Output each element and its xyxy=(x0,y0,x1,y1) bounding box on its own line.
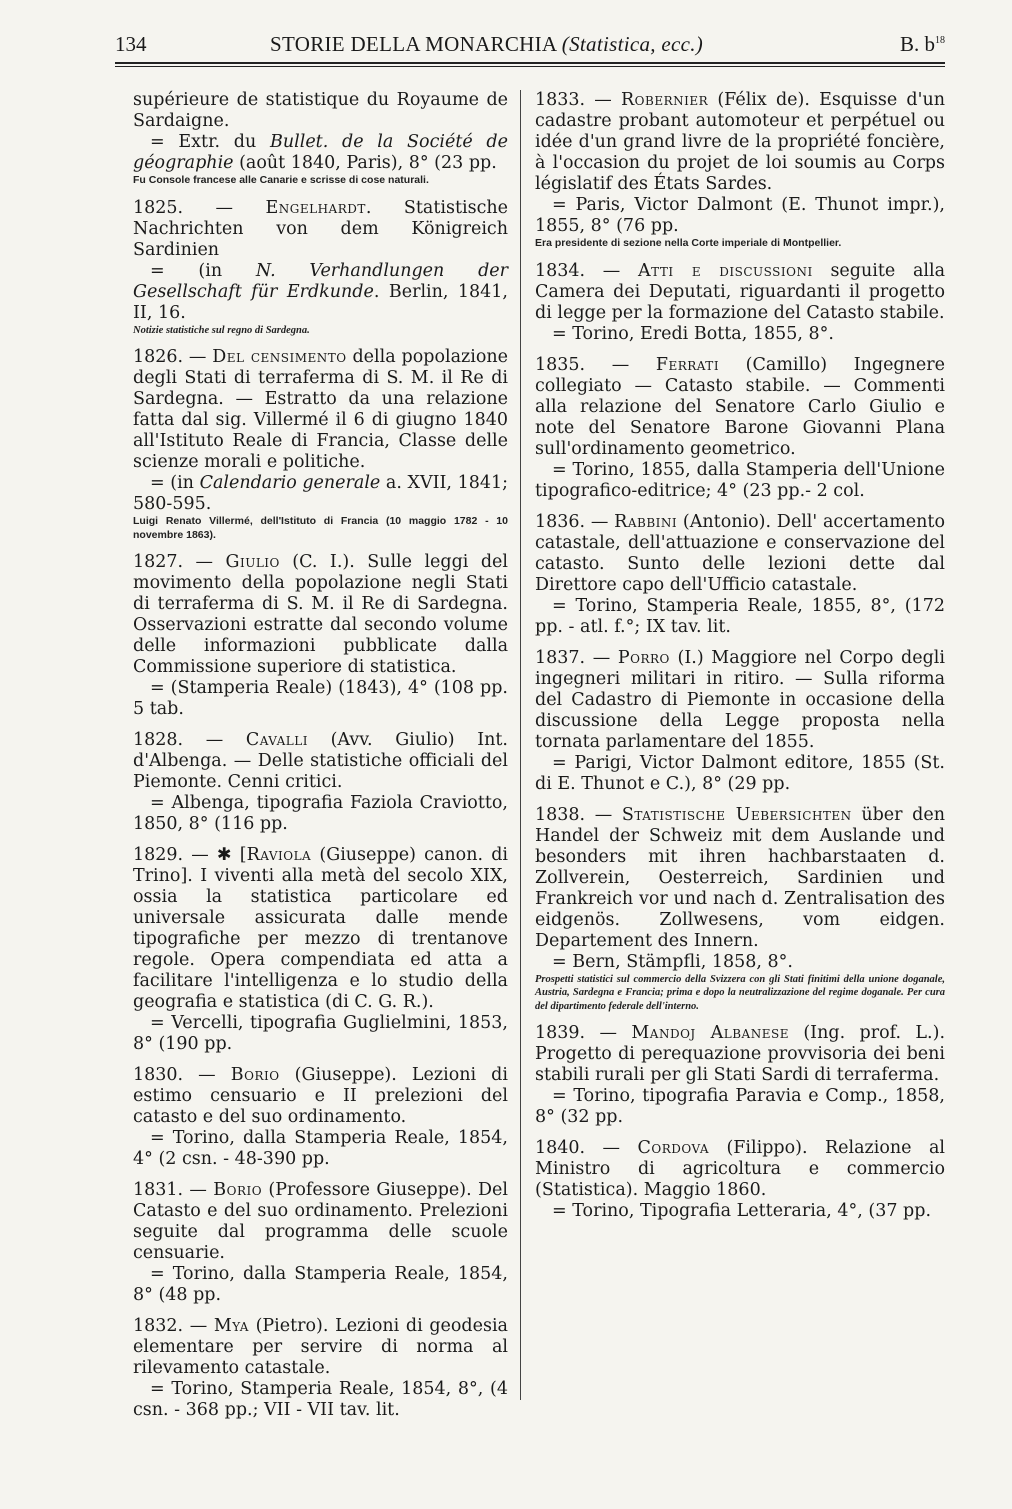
entry-1829 xyxy=(133,845,508,1055)
entry-text: 1838. — Statistische Uebersichten über den Handel der Schweiz mit dem Auslande und besonders mit ihren hachbarstaaten d. Zollverein, Oesterreich, Sardinien und Frankreich vor und nach d. Zentralisation des eidgenös. Zollwesens, vom eidgen. Departement des Innern. xyxy=(535,804,945,951)
entry-continued xyxy=(133,90,508,188)
entry-1840 xyxy=(535,1138,945,1222)
entry-1827 xyxy=(133,552,508,720)
entry-1833 xyxy=(535,90,945,251)
entry-text: supérieure de statistique du Royaume de Sardaigne. xyxy=(133,90,508,131)
entry-text: 1830. — Borio (Giuseppe). Lezioni di estimo censuario e II prelezioni del catasto e del suo ordinamento. xyxy=(133,1065,508,1127)
entry-note: Fu Console francese alle Canarie e scrisse di cose naturali. xyxy=(133,174,429,186)
entry-text: 1826. — Del censimento della popolazione degli Stati di terraferma di S. M. il Re di Sardegna. — Estratto da una relazione fatta dal sig. Villermé il 6 di giugno 1840 all'Istituto Reale di Francia, Classe delle scienze morali e politiche. xyxy=(133,347,508,472)
entry-note: Notizie statistiche sul regno di Sardegna. xyxy=(133,324,310,336)
entry-1836 xyxy=(535,512,945,638)
entry-publication: = (Stamperia Reale) (1843), 4° (108 pp. 5 tab. xyxy=(133,678,508,719)
entry-publication: = Bern, Stämpfli, 1858, 8°. xyxy=(552,951,793,972)
entry-publication: = Torino, Stamperia Reale, 1855, 8°, (172 pp. - atl. f.°; IX tav. lit. xyxy=(535,595,945,637)
entry-1835 xyxy=(535,355,945,502)
entry-note: Luigi Renato Villermé, dell'Istituto di Francia (10 maggio 1782 - 10 novembre 1863). xyxy=(133,515,508,541)
entry-1826 xyxy=(133,347,508,542)
entry-text: 1832. — Mya (Pietro). Lezioni di geodesia elementare per servire di norma al rilevamento catastale. xyxy=(133,1316,508,1378)
entry-note: Era presidente di sezione nella Corte imperiale di Montpellier. xyxy=(535,237,842,249)
right-column xyxy=(535,90,945,1232)
left-column xyxy=(133,90,508,1431)
entry-publication: = (in Calendario generale a. XVII, 1841; 580-595. xyxy=(133,473,509,514)
entry-1828 xyxy=(133,730,508,835)
header-rule xyxy=(115,62,945,64)
entry-1838 xyxy=(535,805,945,1014)
header-rule-thin xyxy=(115,66,945,67)
entry-publication: = Torino, 1855, dalla Stamperia dell'Unione tipografico-editrice; 4° (23 pp.- 2 col. xyxy=(535,459,945,501)
entry-text: 1837. — Porro (I.) Maggiore nel Corpo degli ingegneri militari in ritiro. — Sulla riforma del Cadastro di Piemonte in occasione della discussione della Legge proposta nella tornata parlamentare del 1855. xyxy=(535,647,945,752)
entry-publication: = Torino, dalla Stamperia Reale, 1854, 4° (2 csn. - 48-390 pp. xyxy=(133,1128,508,1169)
entry-1834 xyxy=(535,261,945,345)
running-title: STORIE DELLA MONARCHIA (Statistica, ecc.) xyxy=(270,32,704,56)
entry-1831 xyxy=(133,1180,508,1306)
entry-1832 xyxy=(133,1316,508,1421)
entry-text: 1840. — Cordova (Filippo). Relazione al Ministro di agricoltura e commercio (Statistica). Maggio 1860. xyxy=(535,1138,945,1200)
page-header xyxy=(115,30,945,60)
entry-publication: = Parigi, Victor Dalmont editore, 1855 (St. di E. Thunot e C.), 8° (29 pp. xyxy=(535,752,945,794)
entry-text: 1825. — Engelhardt. Statistische Nachrichten von dem Königreich Sardinien xyxy=(133,197,508,260)
column-divider xyxy=(520,90,521,1400)
entry-text: 1836. — Rabbini (Antonio). Dell' accertamento catastale, dell'attuazione e conservazione del catasto. Sunto delle lezioni dette dal Direttore capo dell'Ufficio catastale. xyxy=(535,511,945,595)
entry-1825 xyxy=(133,198,508,338)
entry-publication: = Extr. du Bullet. de la Société de géographie (août 1840, Paris), 8° (23 pp. xyxy=(133,132,508,173)
entry-publication: = Torino, Tipografia Letteraria, 4°, (37 pp. xyxy=(552,1201,932,1221)
entry-text: 1835. — Ferrati (Camillo) Ingegnere collegiato — Catasto stabile. — Commenti alla relazione del Senatore Carlo Giulio e note del Senatore Barone Giovanni Plana sull'ordinamento geometrico. xyxy=(535,354,945,459)
entry-text: 1829. — ✱ [Raviola (Giuseppe) canon. di Trino]. I viventi alla metà del secolo XIX, ossia la statistica particolare ed universale assicurata dalle mende tipografiche per mezzo di trentanove regole. Opera compendiata ed atta a facilitare l'intelligenza e lo studio della geografia e statistica (di C. G. R.). xyxy=(133,845,508,1012)
entry-1839 xyxy=(535,1023,945,1128)
entry-publication: = Albenga, tipografia Faziola Craviotto, 1850, 8° (116 pp. xyxy=(133,793,508,834)
entry-publication: = Vercelli, tipografia Guglielmini, 1853, 8° (190 pp. xyxy=(133,1013,508,1054)
entry-text: 1831. — Borio (Professore Giuseppe). Del Catasto e del suo ordinamento. Prelezioni seguite dal programma delle scuole censuarie. xyxy=(133,1180,508,1263)
entry-publication: = Torino, Eredi Botta, 1855, 8°. xyxy=(552,323,834,344)
entry-text: 1827. — Giulio (C. I.). Sulle leggi del movimento della popolazione negli Stati di terraferma di S. M. il Re di Sardegna. Osservazioni estratte dal secondo volume delle informazioni pubblicate dalla Commissione superiore di statistica. xyxy=(133,552,508,677)
entry-note: Prospetti statistici sul commercio della Svizzera con gli Stati finitimi della unione doganale, Austria, Sardegna e Francia; prima e dopo la neutralizzazione del regime doganale. Per cura del dipartimento federale dell'interno. xyxy=(535,973,945,1012)
entry-1837 xyxy=(535,648,945,795)
page-number: 134 xyxy=(115,32,147,56)
entry-publication: = Torino, dalla Stamperia Reale, 1854, 8° (48 pp. xyxy=(133,1264,508,1305)
entry-text: 1839. — Mandoj Albanese (Ing. prof. L.). Progetto di perequazione provvisoria dei beni stabili rurali per gli Stati Sardi di terraferma. xyxy=(535,1023,946,1085)
signature-mark: B. $b^{18}$ xyxy=(899,32,945,56)
entry-publication: = (in N. Verhandlungen der Gesellschaft für Erdkunde. Berlin, 1841, II, 16. xyxy=(133,260,508,323)
entry-text: 1834. — Atti e discussioni seguite alla Camera dei Deputati, riguardanti il progetto di legge per la formazione del Catasto stabile. xyxy=(535,260,946,323)
entry-1830 xyxy=(133,1065,508,1170)
entry-publication: = Torino, tipografia Paravia e Comp., 1858, 8° (32 pp. xyxy=(535,1086,945,1127)
entry-text: 1833. — Robernier (Félix de). Esquisse d'un cadastre probant automoteur et perpétuel ou idée d'un grand livre de la propriété foncière, à l'occasion du projet de loi soumis au Corps législatif des États Sardes. xyxy=(535,90,945,194)
entry-publication: = Torino, Stamperia Reale, 1854, 8°, (4 csn. - 368 pp.; VII - VII tav. lit. xyxy=(133,1379,508,1420)
entry-text: 1828. — Cavalli (Avv. Giulio) Int. d'Albenga. — Delle statistiche officiali del Piemonte. Cenni critici. xyxy=(133,730,508,792)
entry-publication: = Paris, Victor Dalmont (E. Thunot impr.), 1855, 8° (76 pp. xyxy=(535,195,945,236)
